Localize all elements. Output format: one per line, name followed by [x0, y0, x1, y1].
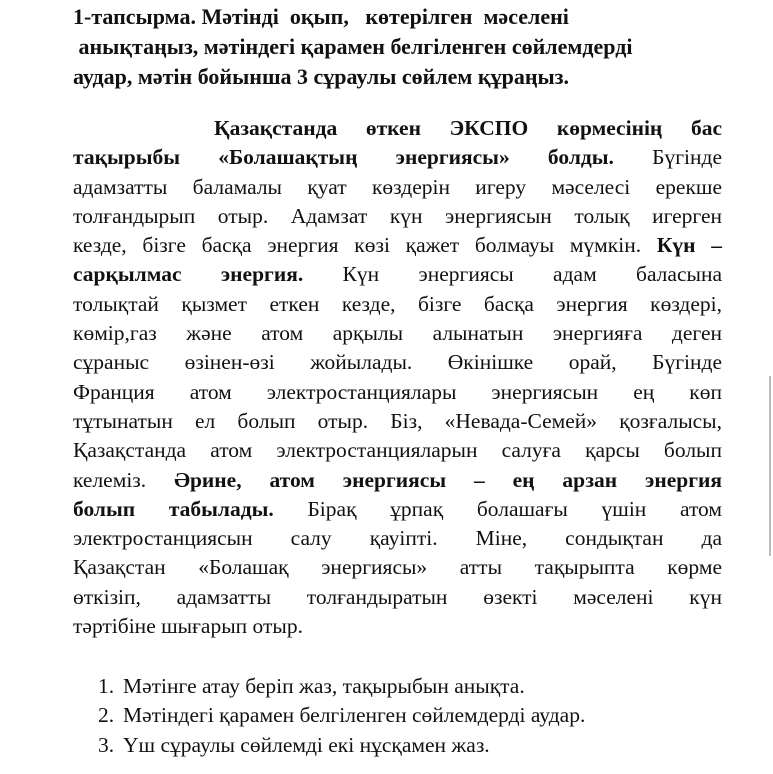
task-title-line: аудар, мәтін бойынша 3 сұраулы сөйлем құраңыз.	[73, 64, 570, 89]
question-text: Мәтінге атау беріп жаз, тақырыбын анықта.	[123, 674, 525, 698]
text-segment: адамзатты баламалы қуат көздерін игеру мәселесі ерекше	[73, 174, 722, 199]
task-title-line: 1-тапсырма. Мәтінді оқып, көтерілген мәселені	[73, 4, 569, 29]
page-edge-divider	[769, 376, 771, 556]
text-segment: электростанциясын салу қауіпті. Міне, сондықтан да	[73, 526, 722, 551]
question-text: Үш сұраулы сөйлемді екі нұсқамен жаз.	[123, 732, 490, 757]
question-text: Мәтіндегі қарамен белгіленген сөйлемдерді аудар.	[123, 703, 586, 728]
paragraph-line	[73, 260, 722, 289]
text-segment: Бірақ ұрпақ болашағы үшін атом	[273, 496, 722, 521]
text-segment: кезде, бізге басқа энергия көзі қажет болмауы мүмкін.	[73, 233, 657, 258]
bold-sentence-text: Әрине, атом энергиясы – ең арзан энергия	[174, 467, 723, 492]
text-segment: толғандырып отыр. Адамзат күн энергиясын толық игерген	[73, 203, 722, 228]
paragraph-line	[73, 202, 722, 231]
bold-sentence-text: Қазақстанда өткен ЭКСПО көрмесінің бас	[214, 116, 722, 140]
bold-sentence-text: болып табылады.	[73, 496, 274, 521]
text-segment: Франция атом электростанциялары энергиясын ең көп	[73, 379, 722, 404]
text-segment: өткізіп, адамзатты толғандыратын өзекті мәселені күн	[73, 584, 722, 609]
paragraph-line	[73, 143, 722, 172]
text-segment: сұраныс өзінен-өзі жойылады. Өкінішке орай, Бүгінде	[73, 350, 722, 375]
bold-sentence-text: сарқылмас энергия.	[73, 262, 304, 287]
bold-sentence-text: Күн –	[656, 233, 722, 258]
question-number: 2.	[98, 703, 115, 728]
paragraph-line	[73, 612, 722, 641]
text-segment: толықтай қызмет еткен кезде, бізге басқа энергия көздері,	[73, 291, 722, 316]
bold-sentence-text: тақырыбы «Болашақтың энергиясы» болды.	[73, 145, 614, 170]
paragraph-line	[73, 436, 722, 465]
paragraph-line	[73, 524, 722, 553]
paragraph-line	[73, 319, 722, 348]
paragraph-line	[73, 231, 722, 260]
text-segment: көмір,газ және атом арқылы алынатын энергияға деген	[73, 321, 722, 346]
text-segment: келеміз.	[73, 467, 175, 492]
text-segment: Қазақстан «Болашақ энергиясы» атты тақырыпта көрме	[73, 555, 722, 580]
text-segment: Күн энергиясы адам баласына	[303, 262, 722, 287]
paragraph-line	[73, 378, 722, 407]
question-item	[98, 731, 585, 760]
paragraph-line	[73, 173, 722, 202]
paragraph-line	[73, 466, 722, 495]
paragraph-line	[73, 290, 722, 319]
question-item	[98, 701, 585, 730]
text-segment: Бүгінде	[613, 145, 722, 170]
task-title	[73, 2, 713, 92]
text-segment: тәртібіне шығарып отыр.	[73, 614, 303, 639]
question-number: 1.	[98, 674, 115, 698]
text-segment: Қазақстанда атом электростанцияларын салуға қарсы болып	[73, 438, 722, 463]
question-list	[98, 672, 585, 760]
task-title-line: анықтаңыз, мәтіндегі қарамен белгіленген сөйлемдерді	[73, 34, 633, 59]
paragraph-line	[73, 114, 722, 143]
paragraph-line	[73, 583, 722, 612]
paragraph-line	[73, 495, 722, 524]
text-segment: тұтынатын ел болып отыр. Біз, «Невада-Семей» қозғалысы,	[73, 408, 722, 433]
text-paragraph	[73, 114, 722, 641]
question-number: 3.	[98, 732, 115, 757]
paragraph-line	[73, 407, 722, 436]
paragraph-line	[73, 348, 722, 377]
paragraph-line	[73, 553, 722, 582]
question-item	[98, 672, 585, 701]
